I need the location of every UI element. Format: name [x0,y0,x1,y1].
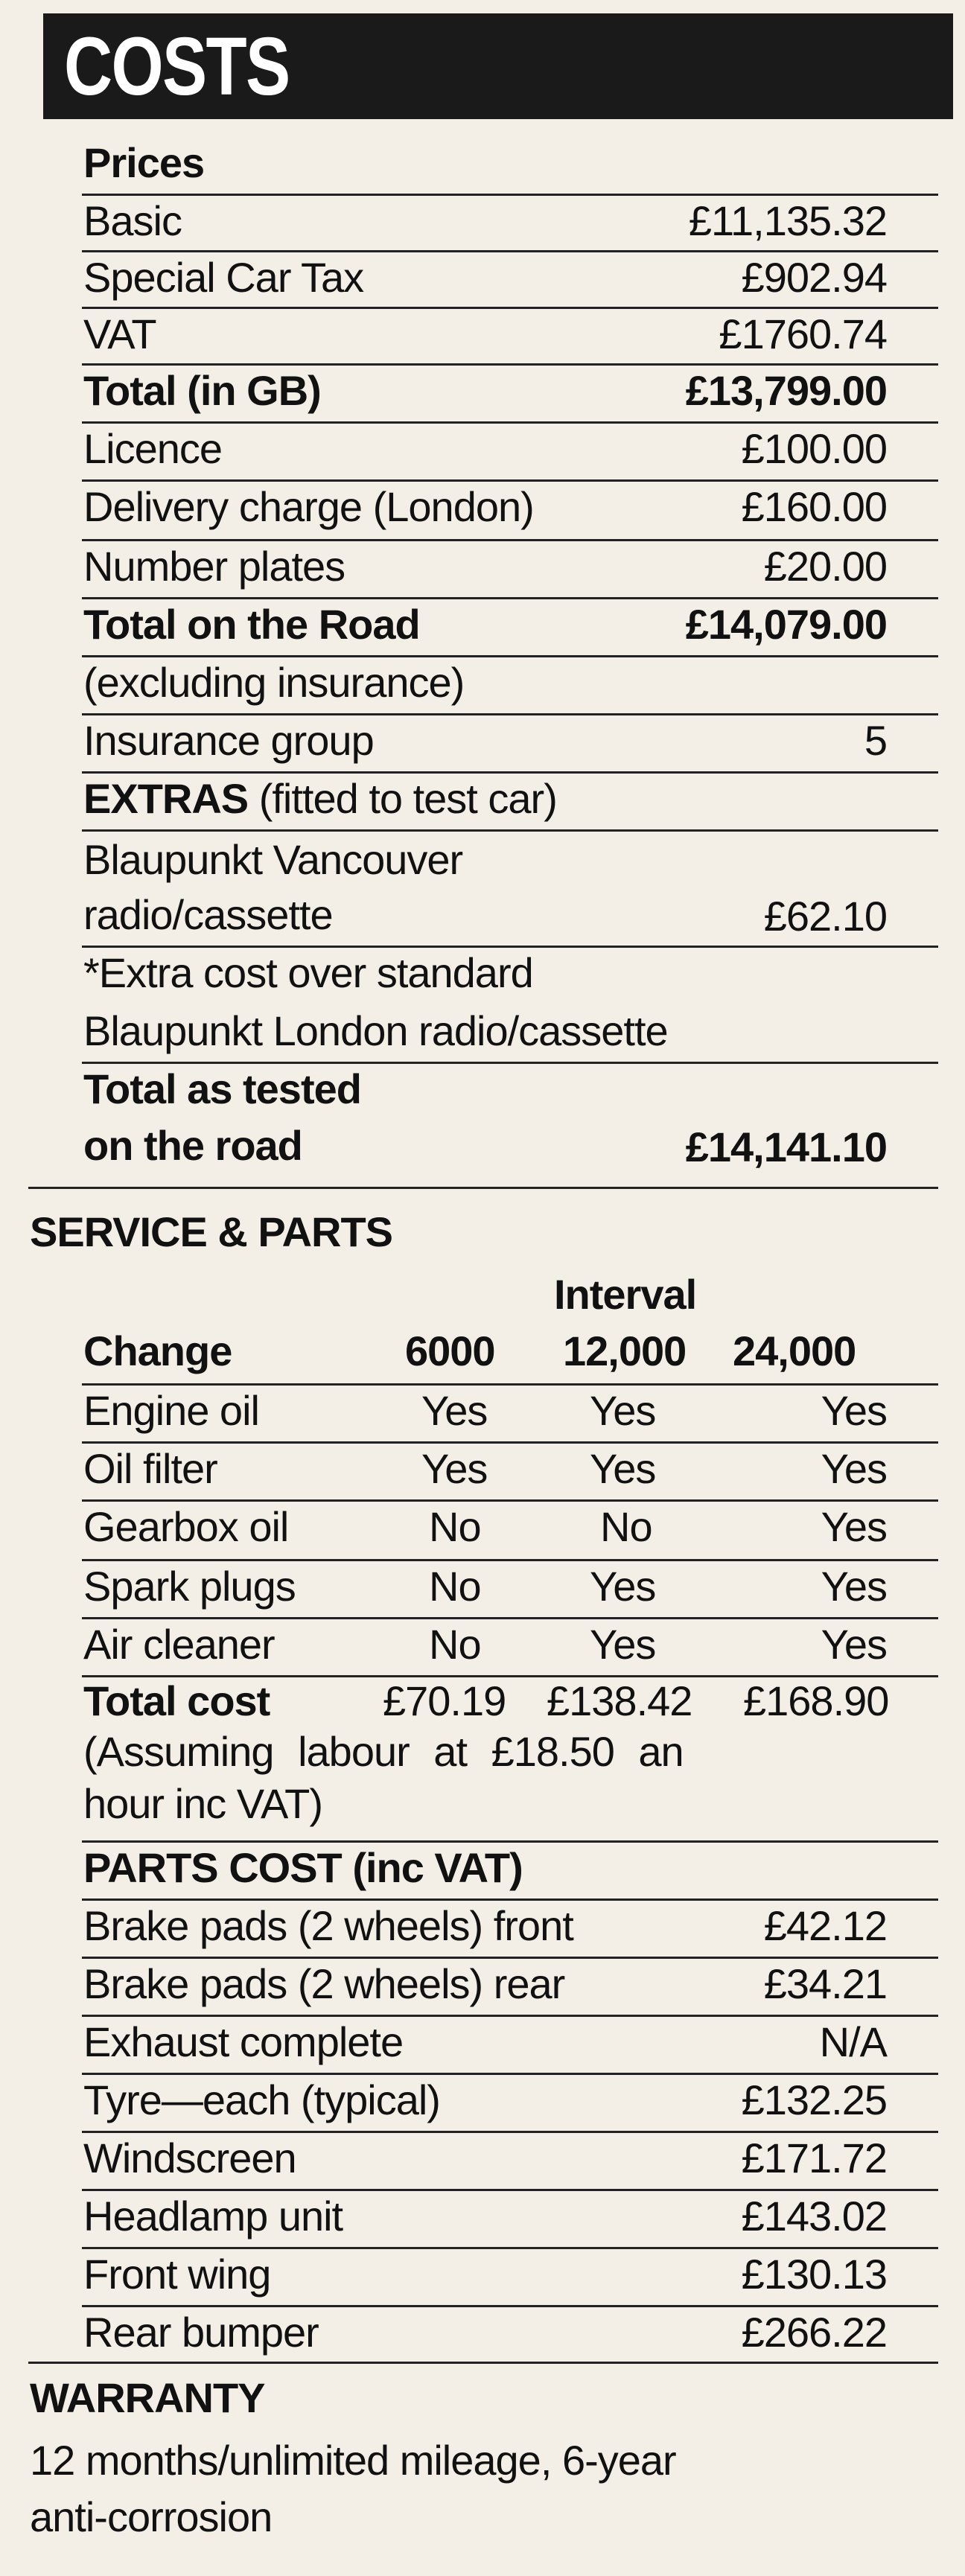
service-cell: Yes [421,1445,488,1492]
price-value-licence: £100.00 [741,425,887,472]
divider [82,1957,938,1959]
prices-heading: Prices [83,139,205,186]
labour-note-line1: (Assuming labour at £18.50 an [83,1728,684,1775]
price-value-number-plates: £20.00 [763,543,887,590]
section-divider [28,2362,938,2364]
price-label-vat: VAT [83,310,156,357]
price-value-total-gb: £13,799.00 [685,367,887,414]
total-cost-label: Total cost [83,1677,270,1724]
part-label: Brake pads (2 wheels) front [83,1902,573,1949]
price-label-total-gb: Total (in GB) [83,367,321,414]
divider [82,1383,938,1386]
footnote-line2: Blaupunkt London radio/cassette [83,1007,668,1054]
divider [82,2015,938,2017]
service-item-gearbox-oil: Gearbox oil [83,1503,289,1550]
extra-item-value: £62.10 [763,893,887,940]
divider [82,1499,938,1502]
labour-note-line2: hour inc VAT) [83,1780,323,1827]
service-cell: Yes [590,1563,656,1610]
service-cell: Yes [821,1503,887,1550]
divider [82,2247,938,2249]
divider [82,2131,938,2133]
part-label: Exhaust complete [83,2018,404,2065]
price-label-total-road: Total on the Road [83,601,420,648]
extra-item-line1: Blaupunkt Vancouver [83,836,463,883]
service-heading: SERVICE & PARTS [30,1208,393,1255]
excluding-insurance-note: (excluding insurance) [83,659,465,706]
part-value: £130.13 [741,2251,887,2298]
extras-heading-row [83,774,557,823]
part-label: Brake pads (2 wheels) rear [83,1960,565,2007]
price-label-special-car-tax: Special Car Tax [83,254,364,301]
part-label: Front wing [83,2251,271,2298]
total-cost-24000: £168.90 [743,1677,889,1724]
part-label: Windscreen [83,2135,296,2181]
interval-label: Interval [554,1271,697,1318]
price-value-special-car-tax: £902.94 [741,254,887,301]
footnote-line1: *Extra cost over standard [83,949,533,996]
warranty-line2: anti-corrosion [30,2493,273,2540]
divider [82,597,938,599]
divider [82,2073,938,2075]
part-value: £143.02 [741,2193,887,2239]
divider [82,1441,938,1444]
service-item-spark-plugs: Spark plugs [83,1563,296,1610]
divider [82,829,938,832]
divider [82,250,938,252]
insurance-group-label: Insurance group [83,717,374,764]
extra-item-line2: radio/cassette [83,891,333,938]
warranty-heading: WARRANTY [30,2374,265,2421]
service-item-air-cleaner: Air cleaner [83,1621,275,1668]
insurance-group-value: 5 [864,717,887,764]
price-value-delivery: £160.00 [741,483,887,530]
divider [82,307,938,309]
total-tested-line2: on the road [83,1122,302,1169]
part-value: £42.12 [763,1902,887,1949]
divider [82,1617,938,1619]
extras-heading-note: (fitted to test car) [258,775,557,822]
divider [82,421,938,424]
service-cell: Yes [421,1387,488,1434]
title-bar [43,13,953,119]
part-label: Tyre—each (typical) [83,2076,440,2123]
part-label: Headlamp unit [83,2193,343,2239]
divider [82,479,938,482]
divider [82,713,938,715]
service-cell: Yes [821,1563,887,1610]
total-cost-6000: £70.19 [383,1677,506,1724]
divider [82,1559,938,1561]
service-cell: Yes [821,1621,887,1668]
service-cell: Yes [590,1445,656,1492]
divider [82,655,938,657]
part-value: N/A [819,2018,887,2065]
interval-6000-header: 6000 [405,1327,495,1374]
divider [82,194,938,196]
price-value-total-road: £14,079.00 [685,601,887,648]
service-cell: No [429,1621,481,1668]
divider [82,2305,938,2307]
total-tested-value: £14,141.10 [685,1123,887,1170]
total-tested-line1: Total as tested [83,1065,361,1112]
section-divider [28,1187,938,1189]
parts-heading: PARTS COST (inc VAT) [83,1844,523,1891]
total-cost-12000: £138.42 [547,1677,692,1724]
part-value: £34.21 [763,1960,887,2007]
price-label-basic: Basic [83,197,182,244]
divider [82,539,938,541]
service-cell: Yes [590,1387,656,1434]
service-cell: Yes [821,1387,887,1434]
divider [82,363,938,366]
change-column-header: Change [83,1327,232,1374]
interval-12000-header: 12,000 [563,1327,687,1374]
divider [82,1840,938,1843]
price-label-licence: Licence [83,425,223,472]
warranty-line1: 12 months/unlimited mileage, 6-year [30,2437,676,2484]
part-label: Rear bumper [83,2309,319,2356]
part-value: £132.25 [741,2076,887,2123]
extras-heading: EXTRAS [83,775,249,822]
service-cell: No [600,1503,652,1550]
service-cell: No [429,1503,481,1550]
divider [82,2189,938,2191]
interval-24000-header: 24,000 [733,1327,856,1374]
part-value: £171.72 [741,2135,887,2181]
service-cell: No [429,1563,481,1610]
price-value-vat: £1760.74 [719,310,887,357]
divider [82,946,938,948]
price-label-number-plates: Number plates [83,543,345,590]
divider [82,771,938,774]
service-cell: Yes [821,1445,887,1492]
service-item-engine-oil: Engine oil [83,1387,259,1434]
part-value: £266.22 [741,2309,887,2356]
service-cell: Yes [590,1621,656,1668]
service-item-oil-filter: Oil filter [83,1445,217,1492]
price-label-delivery: Delivery charge (London) [83,483,534,530]
page-title: COSTS [64,21,290,112]
divider [82,1062,938,1064]
divider [82,1898,938,1901]
price-value-basic: £11,135.32 [688,197,887,244]
